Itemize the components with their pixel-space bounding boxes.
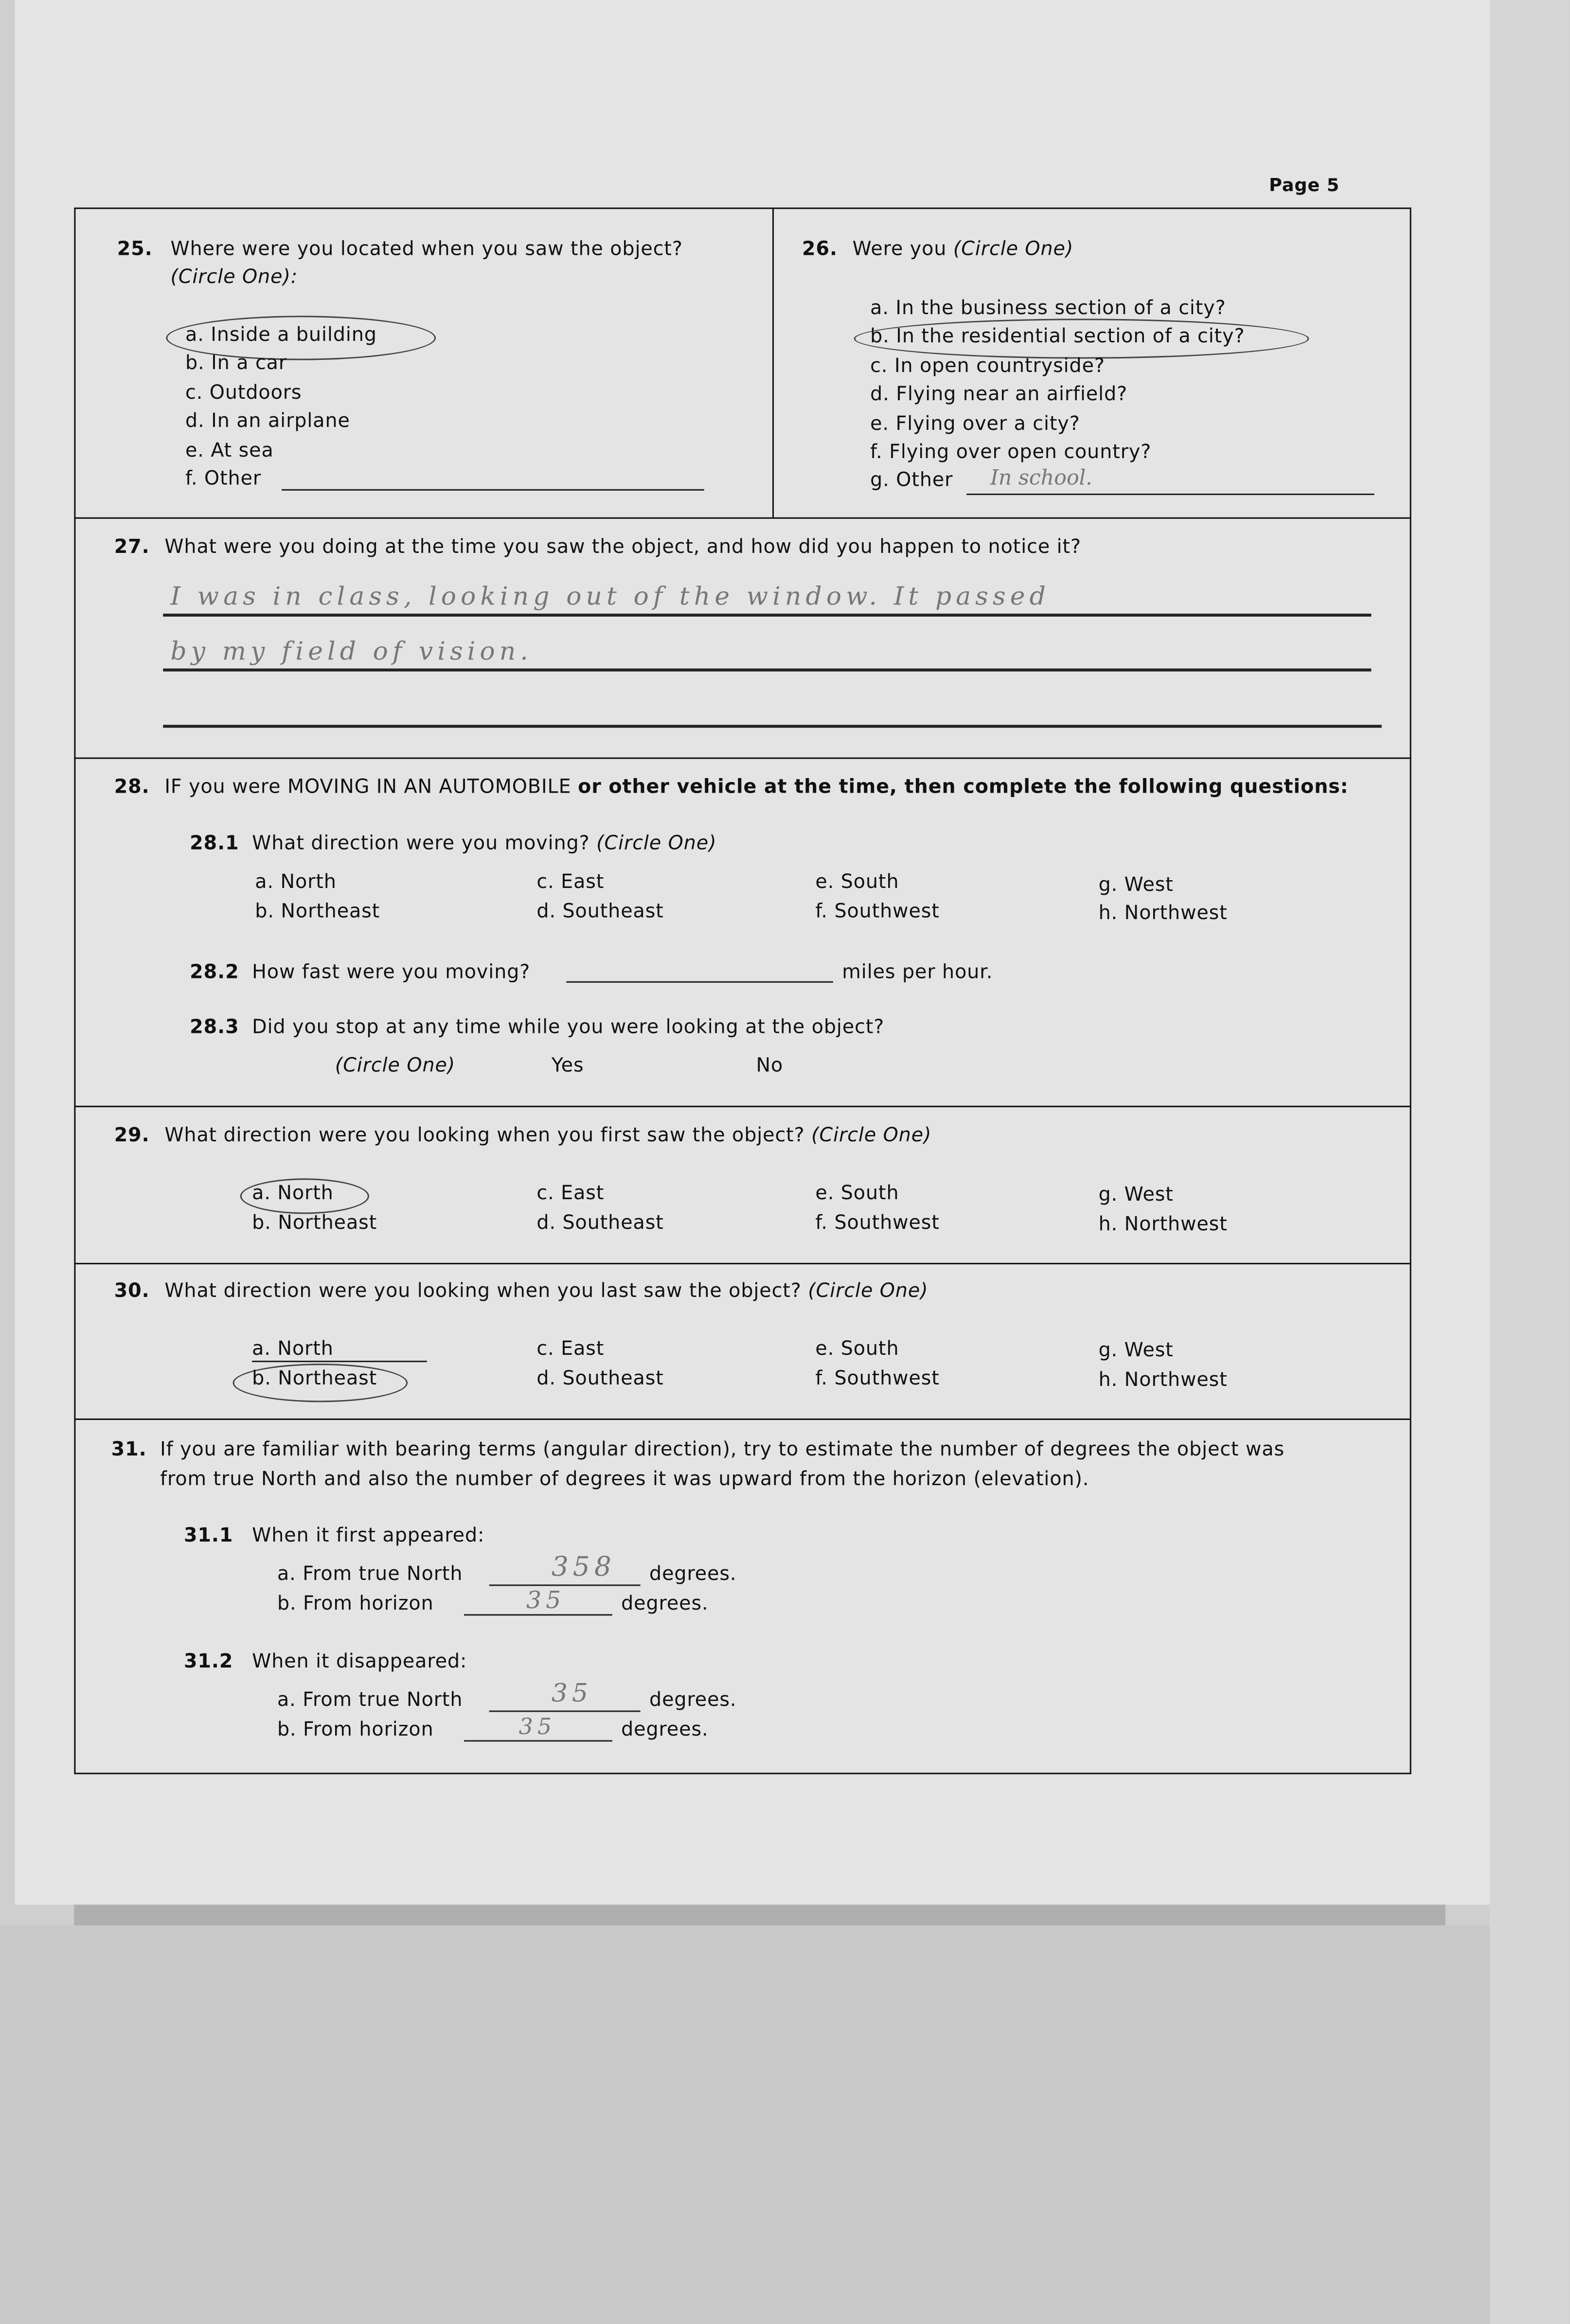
option-25d[interactable]: In an airplane [211,410,350,433]
option-no[interactable]: No [756,1055,784,1078]
option-29-southeast[interactable]: Southeast [562,1212,664,1235]
option-25b[interactable]: In a car [211,353,287,375]
question-text: If you are familiar with bearing terms (angular direction), try to estimate the number of degrees the object was [160,1439,1285,1462]
field-label: a. From true North [277,1689,463,1712]
option-letter: f. [185,468,198,491]
question-text: How fast were you moving? [252,962,531,984]
option-26g[interactable]: Other [896,470,953,492]
option-30-west[interactable]: West [1124,1340,1174,1363]
instruction: (Circle One) [596,833,717,855]
paper-shadow [74,1905,1445,1926]
handwritten-answer: In school. [990,467,1092,491]
option-30-north[interactable]: North [277,1338,334,1361]
option-281-southeast[interactable]: Southeast [562,901,664,923]
option-29-east[interactable]: East [561,1183,605,1206]
option-letter: f. [815,1368,828,1391]
option-25f[interactable]: Other [204,468,262,491]
option-letter: a. [185,324,204,347]
field-label: a. From true North [277,1563,463,1586]
option-letter: a. [870,298,889,320]
unit-label: degrees. [621,1593,709,1616]
option-letter: f. [815,1212,828,1235]
unit-label: degrees. [649,1563,737,1586]
handwritten-answer: by my field of vision. [170,637,533,667]
question-emphasis: MOVING IN AN AUTOMOBILE [287,777,571,799]
unit-label: miles per hour. [842,962,993,984]
instruction: (Circle One) [953,238,1074,261]
option-30-northeast[interactable]: Northeast [278,1368,377,1391]
last-north-field[interactable] [489,1710,641,1712]
scribble-underline [252,1361,427,1362]
option-letter: f. [870,442,883,464]
question-number: 28.1 [190,833,239,855]
option-281-southwest[interactable]: Southwest [834,901,940,923]
option-25e[interactable]: At sea [211,440,274,462]
option-26a[interactable]: In the business section of a city? [895,298,1226,320]
option-281-south[interactable]: South [840,871,899,894]
option-25a[interactable]: Inside a building [211,324,377,347]
option-letter: e. [185,440,204,462]
question-text: from true North and also the number of degrees it was upward from the horizon (elevation). [160,1469,1089,1491]
option-letter: c. [536,1338,554,1361]
handwritten-answer: 35 [526,1586,566,1614]
handwritten-answer: I was in class, looking out of the window. It passed [170,582,1050,612]
instruction: (Circle One) [811,1125,932,1148]
option-30-south[interactable]: South [840,1338,899,1361]
option-letter: h. [1098,1214,1118,1237]
divider [74,517,1411,519]
option-281-east[interactable]: East [561,871,605,894]
option-26e[interactable]: Flying over a city? [895,413,1080,436]
option-letter: c. [536,871,554,894]
option-letter: b. [870,326,890,349]
question-text: What direction were you looking when you first saw the object? [164,1125,805,1148]
instruction: (Circle One): [170,266,298,289]
handwritten-answer: 35 [551,1679,593,1709]
instruction: (Circle One) [808,1280,928,1303]
question-text: When it first appeared: [252,1525,485,1548]
option-letter: a. [252,1338,271,1361]
question-number: 28.3 [190,1016,239,1039]
question-text: IF you were [164,777,281,799]
option-letter: h. [1098,1369,1118,1392]
question-text: Where were you located when you saw the object? [170,238,683,261]
option-26f[interactable]: Flying over open country? [889,442,1152,464]
instruction: (Circle One) [335,1055,456,1078]
option-letter: h. [1098,903,1118,925]
option-29-northwest[interactable]: Northwest [1124,1214,1228,1237]
option-30-southwest[interactable]: Southwest [834,1368,940,1391]
question-number: 31. [111,1439,147,1462]
scan-background [0,1925,1490,2324]
question-number: 28. [114,777,150,799]
speed-field[interactable] [566,981,833,983]
option-letter: d. [870,384,890,407]
page-number: Page 5 [1269,175,1340,196]
question-text: Were you [852,238,947,261]
question-text: What direction were you looking when you last saw the object? [164,1280,802,1303]
option-letter: b. [185,353,205,375]
question-number: 30. [114,1280,150,1303]
question-number: 31.1 [183,1525,233,1548]
question-number: 27. [114,536,150,559]
answer-line[interactable] [163,669,1371,672]
option-letter: e. [870,413,889,436]
option-letter: g. [1098,1184,1118,1207]
option-281-northeast[interactable]: Northeast [281,901,380,923]
option-letter: c. [536,1183,554,1206]
question-text: What were you doing at the time you saw the object, and how did you happen to notice it? [164,536,1081,559]
divider [772,208,774,517]
other-field-25[interactable] [282,489,704,491]
option-letter: d. [536,1212,556,1235]
option-30-northwest[interactable]: Northwest [1124,1369,1228,1392]
handwritten-answer: 358 [551,1552,616,1583]
option-29-north[interactable]: North [277,1183,334,1206]
divider [74,1263,1411,1264]
option-29-southwest[interactable]: Southwest [834,1212,940,1235]
option-yes[interactable]: Yes [551,1055,584,1078]
first-horizon-field[interactable] [464,1614,612,1615]
question-text: What direction were you moving? [252,833,590,855]
last-horizon-field[interactable] [464,1740,612,1741]
option-letter: b. [252,1368,271,1391]
divider [74,758,1411,759]
option-letter: g. [1098,1340,1118,1363]
option-letter: d. [185,410,205,433]
option-letter: f. [815,901,828,923]
handwritten-answer: 35 [518,1713,556,1740]
option-letter: g. [870,470,890,492]
option-letter: d. [536,901,556,923]
option-30-east[interactable]: East [561,1338,605,1361]
option-letter: c. [870,355,888,378]
option-letter: c. [185,382,203,405]
option-letter: b. [255,901,274,923]
question-number: 26. [802,238,838,261]
option-29-south[interactable]: South [840,1183,899,1206]
option-letter: d. [536,1368,556,1391]
question-text: When it disappeared: [252,1651,467,1674]
option-281-west[interactable]: West [1124,874,1174,897]
option-26c[interactable]: In open countryside? [894,355,1105,378]
option-letter: a. [252,1183,271,1206]
other-field-26[interactable] [966,494,1374,495]
option-letter: g. [1098,874,1118,897]
question-number: 28.2 [190,962,239,984]
unit-label: degrees. [649,1689,737,1712]
option-281-north[interactable]: North [280,871,337,894]
option-29-northeast[interactable]: Northeast [278,1212,377,1235]
divider [74,1419,1411,1420]
option-letter: e. [815,1338,835,1361]
question-number: 25. [117,238,153,261]
divider [74,1106,1411,1107]
option-30-southeast[interactable]: Southeast [562,1368,664,1391]
field-label: b. From horizon [277,1719,434,1742]
question-text: Did you stop at any time while you were looking at the object? [252,1016,885,1039]
option-26b[interactable]: In the residential section of a city? [896,326,1245,349]
option-letter: b. [252,1212,271,1235]
field-label: b. From horizon [277,1593,434,1616]
option-letter: e. [815,871,835,894]
unit-label: degrees. [621,1719,709,1742]
scan-edge [1490,0,1570,2324]
answer-line[interactable] [163,725,1381,727]
option-29-west[interactable]: West [1124,1184,1174,1207]
option-281-northwest[interactable]: Northwest [1124,903,1228,925]
option-letter: e. [815,1183,835,1206]
option-letter: a. [255,871,274,894]
option-26d[interactable]: Flying near an airfield? [896,384,1128,407]
answer-line[interactable] [163,614,1371,617]
question-number: 29. [114,1125,150,1148]
option-25c[interactable]: Outdoors [209,382,302,405]
question-text: or other vehicle at the time, then complete the following questions: [578,777,1349,799]
question-number: 31.2 [183,1651,233,1674]
